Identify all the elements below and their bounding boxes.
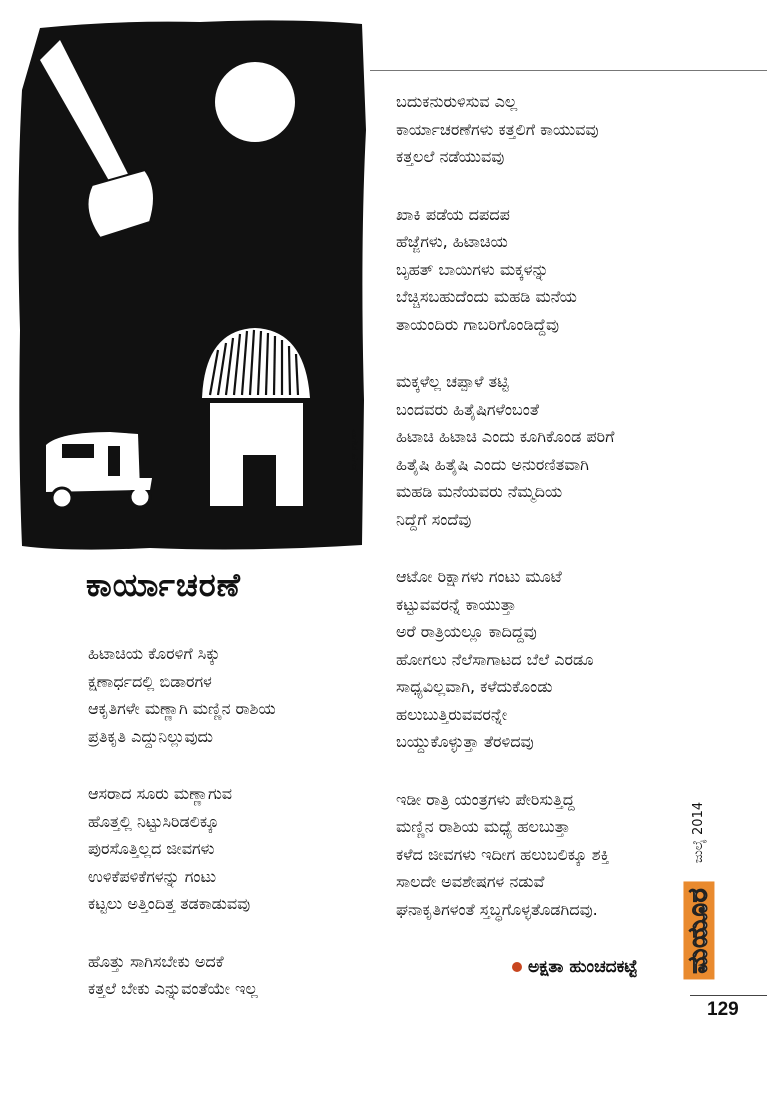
poem-line: ಹಿತೈಷಿ ಹಿತೈಷಿ ಎಂದು ಅನುರಣಿತವಾಗಿ xyxy=(396,454,589,474)
poem-line: ಬದುಕನುರುಳಿಸುವ ಎಲ್ಲ xyxy=(396,92,518,111)
stanza xyxy=(396,88,676,171)
poem-line: ಬಂದವರು ಹಿತೈಷಿಗಳೆಂಬಂತೆ xyxy=(396,399,539,419)
magazine-logo: ಮಯೂರ xyxy=(684,880,714,980)
poem-line: ಹಲುಬುತ್ತಿರುವವರನ್ನೇ xyxy=(396,704,508,724)
poem-line: ಮಣ್ಣಿನ ರಾಶಿಯ ಮಧ್ಯೆ ಹಲಬುತ್ತಾ xyxy=(396,817,571,836)
left-column xyxy=(88,640,358,1033)
author-name: ಅಕ್ಷತಾ ಹುಂಚದಕಟ್ಟೆ xyxy=(528,957,638,977)
issue-date: ಜುಲೈ 2014 xyxy=(691,801,707,864)
night-scene-illustration xyxy=(0,0,368,572)
stanza xyxy=(396,786,676,924)
poem-line: ಹಿಟಾಚಿ ಹಿಟಾಚಿ ಎಂದು ಕೂಗಿಕೊಂಡ ಪರಿಗೆ xyxy=(396,427,615,446)
poem-line: ಬೃಹತ್ ಬಾಯಿಗಳು ಮಕ್ಕಳನ್ನು xyxy=(396,259,549,279)
poem-line: ಸಾಧ್ಯವಿಲ್ಲವಾಗಿ, ಕಳೆದುಕೊಂಡು xyxy=(396,677,553,696)
poem-line: ಪ್ರತಿಕೃತಿ ಎದ್ದುನಿಲ್ಲುವುದು xyxy=(88,726,213,746)
stanza xyxy=(88,640,358,750)
poem-line: ಆಟೋ ರಿಕ್ಷಾಗಳು ಗಂಟು ಮೂಟೆ xyxy=(396,567,562,586)
stanza xyxy=(396,563,676,756)
stanza xyxy=(88,780,358,918)
poem-line: ಘನಾಕೃತಿಗಳಂತೆ ಸ್ತಬ್ಧಗೊಳ್ಳತೊಡಗಿದವು. xyxy=(396,899,598,919)
poem-line: ಖಾಕಿ ಪಡೆಯ ದಪದಪ xyxy=(396,204,510,224)
moon xyxy=(215,62,295,142)
poem-illustration xyxy=(0,0,368,572)
poem-title: ಕಾರ್ಯಾಚರಣೆ xyxy=(86,566,241,604)
poem-line: ಕಳೆದ ಜೀವಗಳು ಇದೀಗ ಹಲುಬಲಿಕ್ಕೂ ಶಕ್ತಿ xyxy=(396,844,610,864)
poem-line: ನಿದ್ದೆಗೆ ಸಂದೆವು xyxy=(396,509,472,529)
page-number-divider xyxy=(690,995,767,996)
page-number: 129 xyxy=(707,999,739,1020)
poem-line: ಆಕೃತಿಗಳೇ ಮಣ್ಣಾಗಿ ಮಣ್ಣಿನ ರಾಶಿಯ xyxy=(88,699,276,718)
poem-line: ಆಸರಾದ ಸೂರು ಮಣ್ಣಾಗುವ xyxy=(88,784,233,803)
poem-line: ಪುರಸೊತ್ತಿಲ್ಲದ ಜೀವಗಳು xyxy=(88,839,215,858)
poem-line: ಕ್ಷಣಾರ್ಧದಲ್ಲಿ ಬಿಡಾರಗಳ xyxy=(88,671,212,691)
poem-line: ಇಡೀ ರಾತ್ರಿ ಯಂತ್ರಗಳು ಪೇರಿಸುತ್ತಿದ್ದ xyxy=(396,789,575,809)
poem-line: ಕಾರ್ಯಾಚರಣೆಗಳು ಕತ್ತಲಿಗೆ ಕಾಯುವವು xyxy=(396,119,599,139)
poem-line: ಕತ್ತಲಲೆ ನಡೆಯುವವು xyxy=(396,147,505,166)
hut-door xyxy=(243,455,276,506)
poem-line: ಹಿಟಾಚಿಯ ಕೊರಳಿಗೆ ಸಿಕ್ಕು xyxy=(88,644,221,663)
stanza xyxy=(88,948,358,1003)
poem-line: ಕತ್ತಲೆ ಬೇಕು ಎನ್ನುವಂತೆಯೇ ಇಲ್ಲ xyxy=(88,979,258,998)
poem-line: ತಾಯಂದಿರು ಗಾಬರಿಗೊಂಡಿದ್ದೆವು xyxy=(396,314,560,334)
poem-line: ಉಳಿಕೆಪಳಿಕೆಗಳನ್ನು ಗಂಟು xyxy=(88,866,217,886)
poem-line: ಬಯ್ದುಕೊಳ್ಳುತ್ತಾ ತೆರಳಿದವು xyxy=(396,732,534,751)
poem-line: ಹೆಜ್ಜೆಗಳು, ಹಿಟಾಚಿಯ xyxy=(396,232,508,251)
poem-line: ಕಟ್ಟುವವರನ್ನೆ ಕಾಯುತ್ತಾ xyxy=(396,594,517,614)
top-divider xyxy=(370,70,767,71)
poem-line: ಅರೆ ರಾತ್ರಿಯಲ್ಲೂ ಕಾದಿದ್ದವು xyxy=(396,622,537,641)
bullet-dot-icon xyxy=(512,962,522,972)
poem-line: ಮಕ್ಕಳೆಲ್ಲ ಚಪ್ಪಾಳೆ ತಟ್ಟಿ xyxy=(396,372,509,391)
poem-author xyxy=(512,957,637,977)
magazine-sidebar xyxy=(684,790,714,980)
poem-line: ಮಹಡಿ ಮನೆಯವರು ನೆಮ್ಮದಿಯ xyxy=(396,482,563,501)
stanza xyxy=(396,201,676,339)
poem-line: ಕಟ್ಟಲು ಅತ್ತಿಂದಿತ್ತ ತಡಕಾಡುವವು xyxy=(88,894,251,913)
artist-credit: ನಾಗೇಶ ಹೆಗಡೆ xyxy=(349,429,359,471)
poem-line: ಹೊತ್ತು ಸಾಗಿಸಬೇಕು ಅದಕೆ xyxy=(88,951,224,971)
poem-line: ಹೋಗಲು ನೆಲೆಸಾಗಾಟದ ಬೆಲೆ ಎರಡೂ xyxy=(396,649,594,669)
poem-line: ಸಾಲದೇ ಅವಶೇಷಗಳ ನಡುವೆ xyxy=(396,872,545,891)
poem-line: ಹೊತ್ತಲ್ಲಿ ನಿಟ್ಟುಸಿರಿಡಲಿಕ್ಕೂ xyxy=(88,811,219,831)
right-column xyxy=(396,88,676,953)
poem-line: ಬೆಚ್ಚಿಸಬಹುದೆಂದು ಮಹಡಿ ಮನೆಯ xyxy=(396,287,577,306)
stanza xyxy=(396,368,676,533)
